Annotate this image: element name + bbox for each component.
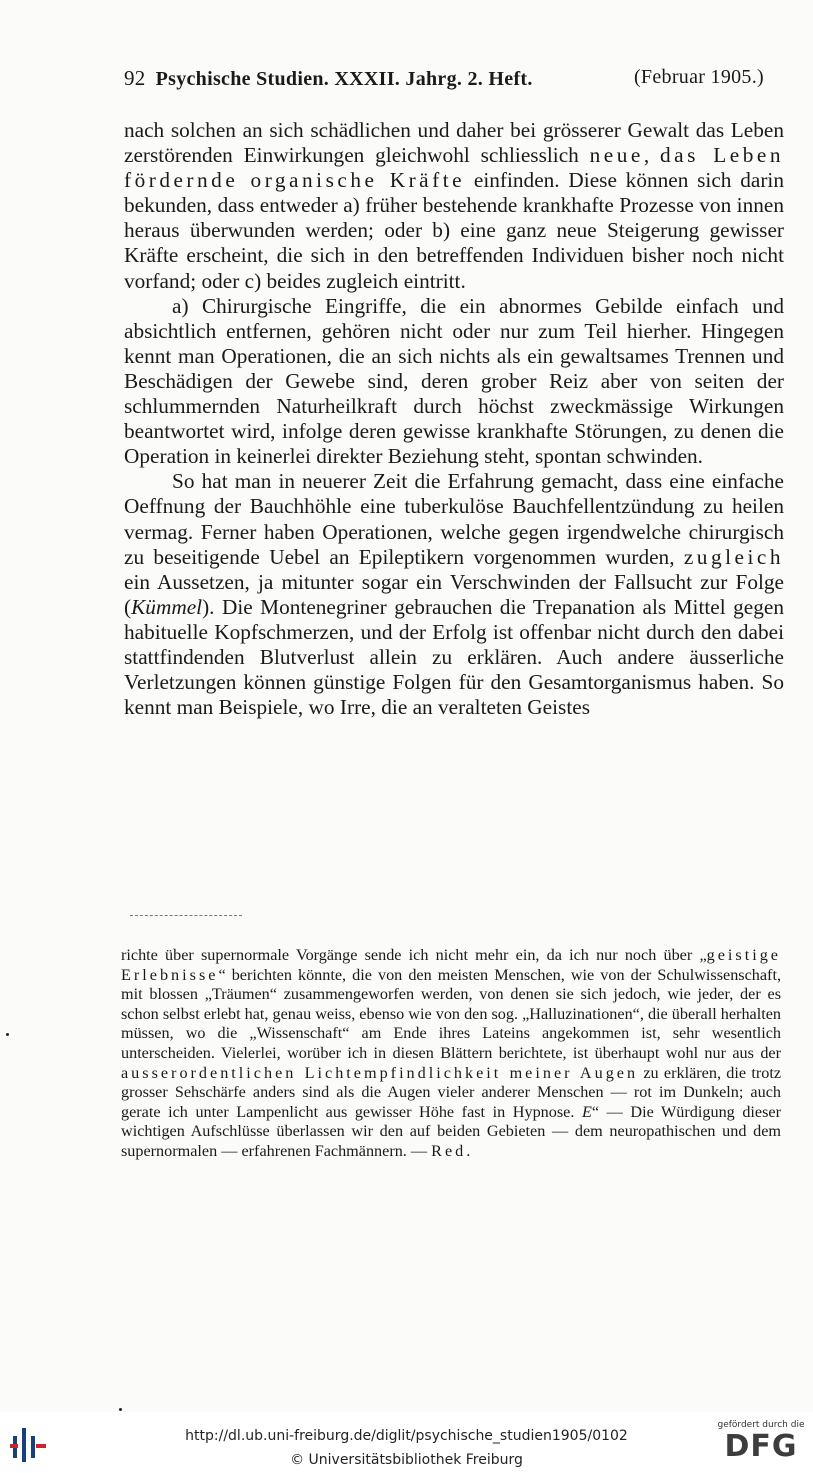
text-run: ). Die Montenegriner gebrauchen die Trepanation als Mittel gegen habituelle Kopfschmerzen, und der Erfolg ist offenbar nicht durch den dabei stattfindenden Blutverlust allein zu erklären. Auch andere äusserliche Verletzungen können günstige Folgen für den Gesamtorganismus haben. So kennt man Beispiele, wo Irre, die an veralteten Geistes [124,594,784,720]
copyright-notice: © Universitätsbibliothek Freiburg [290,1452,523,1468]
text-run: ein Aussetzen, ja mitunter sogar ein Verschwinden der Fallsucht zur Folge ( [124,569,784,619]
dfg-logo-icon: DFG [724,1429,798,1464]
text-run: a) Chirurgische Eingriffe, die ein abnormes Gebilde einfach und absichtlich entfernen, gehören nicht oder nur zum Teil hierher. Hingegen kennt man Operationen, die an sich nichts als ein gewaltsames Trennen und Beschädigen der Gewebe sind, deren grober Reiz aber von seiten der schlummernden Naturheilkraft durch höchst zweckmässige Wirkungen beantwortet wird, infolge deren gewisse krankhafte Störungen, zu denen die Operation in keinerlei direkter Beziehung steht, spontan schwinden. [124,293,784,469]
issue-date: (Februar 1905.) [633,66,764,88]
text-run: “ — Die Würdigung dieser wichtigen Aufschlüsse überlassen wir den auf beiden Gebieten — dem neuropathischen und dem supernormalen — erfahrenen Fachmännern. — [121,1102,781,1160]
spaced-text: Red. [431,1141,474,1160]
paragraph [124,294,784,470]
margin-speck [6,1033,9,1036]
margin-speck [119,1408,122,1411]
text-run: nach solchen an sich schädlichen und daher bei grösserer Gewalt das Leben zerstörenden Einwirkungen gleichwohl schliesslich [124,118,784,168]
text-run: einfinden. Diese können sich darin bekunden, dass entweder a) früher bestehende krankhafte Prozesse von innen heraus überwunden werden; oder b) eine ganz neue Steigerung gewisser Kräfte erscheint, die sich in den betreffenden Individuen bisher noch nicht vorfand; oder c) beides zugleich eintritt. [124,168,784,293]
page-number: 92 [124,66,146,90]
italic-text: E [581,1102,592,1121]
spaced-text: das Leben fördernde organische Kräfte [124,143,784,193]
text-run: “ berichten könnte, die von den meisten Menschen, wie von der Schulwissenschaft, mit blossen „Träumen“ zusammengeworfen werden, von denen sie sich jedoch, wie jeder, der es schon selbst erlebt hat, genau weiss, ebenso wie von den sog. „Halluzinationen“, die überall herhalten müssen, wo die „Wissenschaft“ am Ende ihres Lateins angekommen ist, sehr wesentlich unterscheiden. Vielerlei, worüber ich in diesen Blättern berichtete, ist überhaupt wohl nur aus der [121,965,781,1062]
funder-line: gefördert durch die [717,1420,805,1430]
spaced-text: zugleich [683,544,784,569]
footnote [121,946,781,1162]
running-header [124,66,764,91]
text-run: , [643,143,661,168]
footnote-separator [130,915,242,916]
permalink-url[interactable]: http://dl.ub.uni-freiburg.de/diglit/psychische_studien1905/0102 [185,1428,628,1444]
main-text [124,118,784,720]
paragraph [124,118,784,294]
paragraph [124,469,784,720]
viewer-footer [0,1412,813,1473]
dfg-logo [716,1420,806,1470]
text-run: So hat man in neuerer Zeit die Erfahrung gemacht, dass eine einfache Oeffnung der Bauchhöhle eine tuberkulöse Bauchfellentzündung zu heilen vermag. Ferner haben Operationen, welche gegen irgendwelche chirurgisch zu beseitigende Uebel an Epileptikern vorgenommen wurden, [124,469,784,569]
text-run: richte über supernormale Vorgänge sende ich nicht mehr ein, da ich nur noch über „ [121,946,707,964]
footnote-paragraph [121,946,781,1162]
spaced-text: geistige Erlebnisse [121,946,781,984]
italic-text: Kümmel [131,594,203,619]
journal-title: Psychische Studien. XXXII. Jahrg. 2. Heft. [155,68,533,90]
spaced-text: ausserordentlichen Lichtempfindlichkeit meiner Augen [121,1063,639,1082]
spaced-text: neue [589,143,644,168]
text-run: zu erklären, die trotz grosser Sehschärfe anders sind als die Augen vieler anderer Menschen — rot im Dunkeln; auch gerate ich unter Lampenlicht aus gewisser Höhe fast in Hypnose. [121,1063,781,1121]
